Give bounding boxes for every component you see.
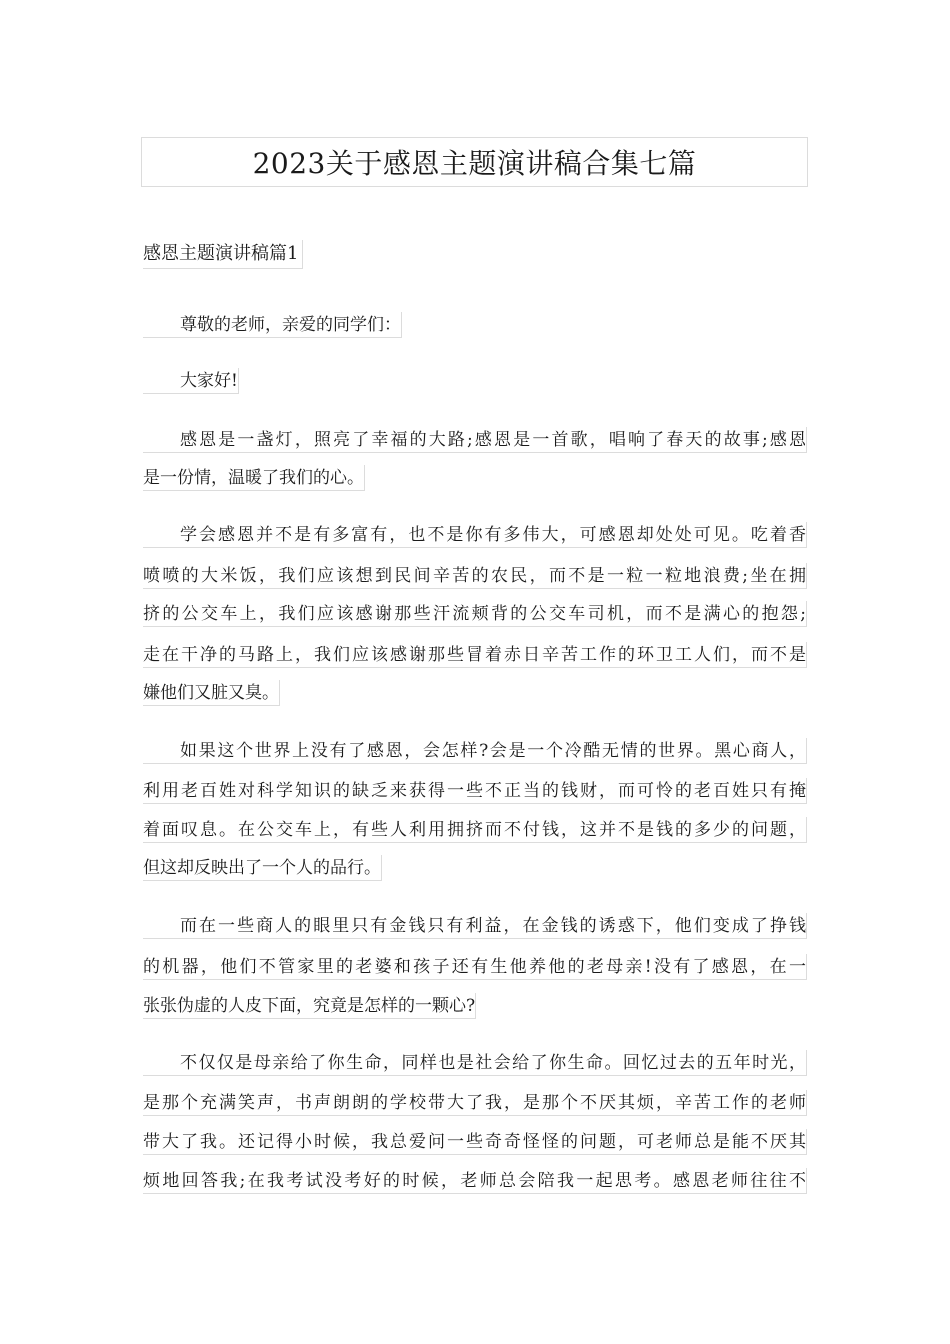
- text-line: 的机器，他们不管家里的老婆和孩子还有生他养他的老母亲!没有了感恩，在一: [143, 954, 807, 980]
- text-line: 而在一些商人的眼里只有金钱只有利益，在金钱的诱惑下，他们变成了挣钱: [143, 913, 807, 939]
- text-line: 是那个充满笑声，书声朗朗的学校带大了我，是那个不厌其烦，辛苦工作的老师: [143, 1090, 807, 1116]
- text-line: 走在干净的马路上，我们应该感谢那些冒着赤日辛苦工作的环卫工人们，而不是: [143, 642, 807, 668]
- document-title: 2023关于感恩主题演讲稿合集七篇: [141, 137, 808, 187]
- text-line: 学会感恩并不是有多富有，也不是你有多伟大，可感恩却处处可见。吃着香: [143, 522, 807, 548]
- text-line: 嫌他们又脏又臭。: [143, 680, 280, 706]
- text-line: 感恩是一盏灯，照亮了幸福的大路;感恩是一首歌，唱响了春天的故事;感恩: [143, 427, 807, 453]
- text-line: 喷喷的大米饭，我们应该想到民间辛苦的农民，而不是一粒一粒地浪费;坐在拥: [143, 563, 807, 589]
- text-line: 不仅仅是母亲给了你生命，同样也是社会给了你生命。回忆过去的五年时光，: [143, 1050, 807, 1076]
- text-line: 带大了我。还记得小时候，我总爱问一些奇奇怪怪的问题，可老师总是能不厌其: [143, 1129, 807, 1155]
- text-line: 但这却反映出了一个人的品行。: [143, 855, 382, 881]
- text-line: 挤的公交车上，我们应该感谢那些汗流颊背的公交车司机，而不是满心的抱怨;: [143, 601, 807, 627]
- text-line: 着面叹息。在公交车上，有些人利用拥挤而不付钱，这并不是钱的多少的问题，: [143, 817, 807, 843]
- text-line: 如果这个世界上没有了感恩，会怎样?会是一个冷酷无情的世界。黑心商人，: [143, 738, 807, 764]
- text-line: 大家好!: [143, 368, 239, 394]
- section-heading: 感恩主题演讲稿篇1: [143, 240, 303, 269]
- text-line: 烦地回答我;在我考试没考好的时候，老师总会陪我一起思考。感恩老师往往不: [143, 1168, 807, 1194]
- text-line: 利用老百姓对科学知识的缺乏来获得一些不正当的钱财，而可怜的老百姓只有掩: [143, 778, 807, 804]
- text-line: 张张伪虚的人皮下面，究竟是怎样的一颗心?: [143, 993, 476, 1019]
- text-line: 是一份情，温暖了我们的心。: [143, 465, 365, 491]
- text-line: 尊敬的老师，亲爱的同学们：: [143, 312, 402, 338]
